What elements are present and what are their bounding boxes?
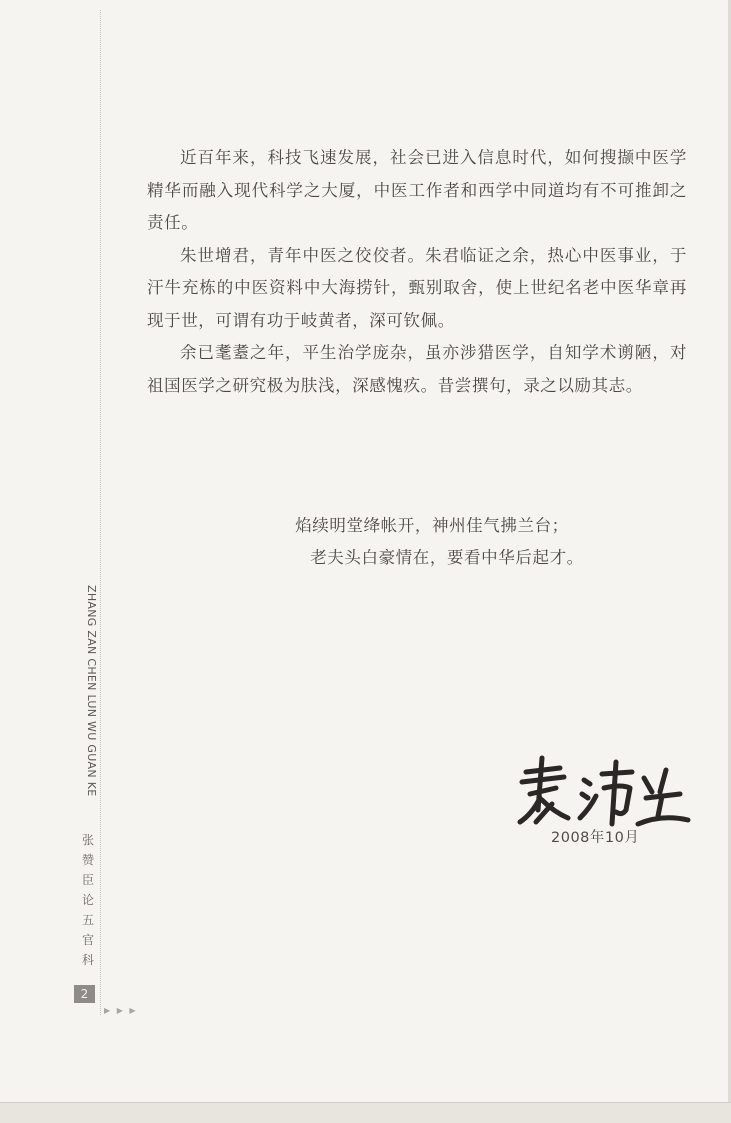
- paragraph-1: 近百年来，科技飞速发展，社会已进入信息时代，如何搜撷中医学精华而融入现代科学之大厦，中医工作者和西学中同道均有不可推卸之责任。: [147, 148, 687, 232]
- bottom-edge-strip: [0, 1102, 731, 1123]
- page-arrow-marker: ▶ ▶ ▶: [104, 1006, 138, 1015]
- poem-line-1: 焰续明堂绛帐开，神州佳气拂兰台；: [295, 516, 569, 535]
- preface-body: [147, 142, 687, 402]
- poem-line-2: 老夫头白豪情在，要看中华后起才。: [310, 548, 584, 567]
- paragraph-2: 朱世增君，青年中医之佼佼者。朱君临证之余，热心中医事业，于汗牛充栋的中医资料中大海捞针，甄别取舍，使上世纪名老中医华章再现于世，可谓有功于岐黄者，深可钦佩。: [147, 245, 687, 330]
- page-number: 2: [74, 985, 95, 1003]
- date-line: 2008年10月: [551, 830, 640, 846]
- paragraph-3: 余已耄耋之年，平生治学庞杂，虽亦涉猎医学，自知学术谫陋，对祖国医学之研究极为肤浅，深感愧疚。昔尝撰句，录之以励其志。: [147, 343, 687, 395]
- handwritten-signature: [512, 752, 692, 832]
- sidebar-book-title-chinese: 张赞臣论五官科: [81, 833, 94, 967]
- margin-dotted-rule: [100, 10, 101, 1015]
- sidebar-book-title-pinyin: ZHANG ZAN CHEN LUN WU GUAN KE: [85, 585, 98, 797]
